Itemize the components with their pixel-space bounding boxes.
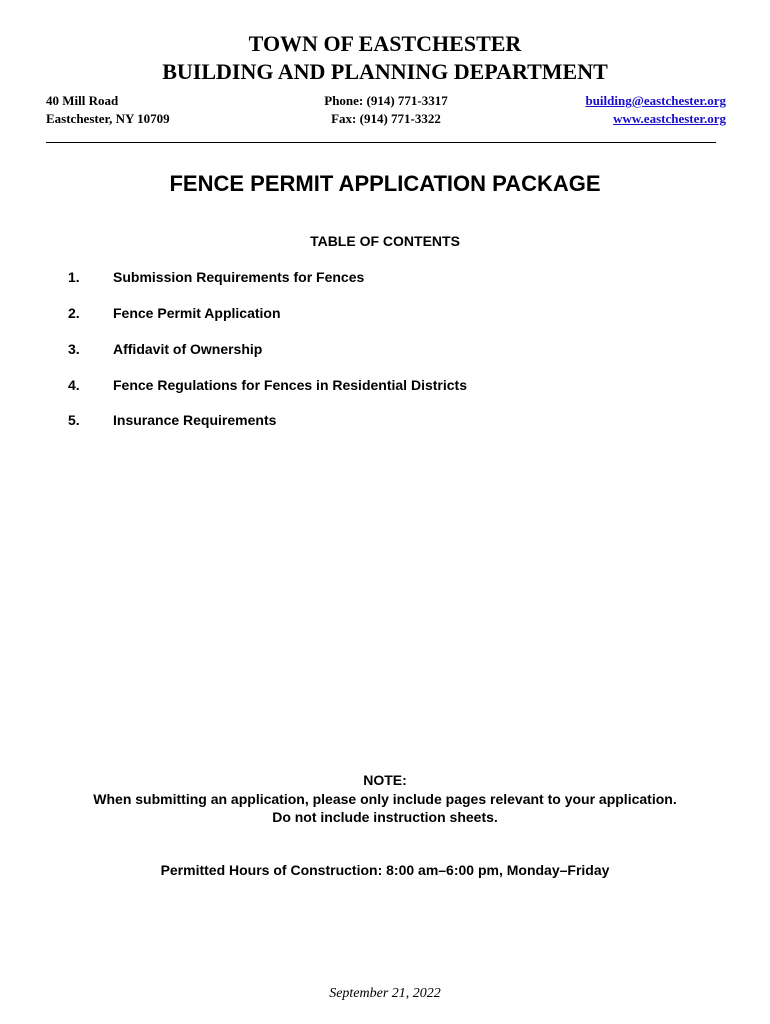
- department-name-line1: TOWN OF EASTCHESTER: [248, 31, 522, 56]
- web-contact-block: [585, 92, 726, 128]
- toc-item-number: 3.: [68, 341, 80, 357]
- toc-item-text: Submission Requirements for Fences: [113, 269, 365, 285]
- department-name-line2: BUILDING AND PLANNING DEPARTMENT: [162, 59, 608, 84]
- address-line1: 40 Mill Road: [46, 93, 119, 108]
- toc-heading: TABLE OF CONTENTS: [310, 233, 460, 249]
- toc-item-text: Fence Regulations for Fences in Residential Districts: [113, 377, 467, 393]
- toc-item-text: Affidavit of Ownership: [113, 341, 263, 357]
- fax-number: Fax: (914) 771-3322: [331, 111, 441, 126]
- toc-item: [0, 410, 770, 430]
- toc-item-number: 2.: [68, 305, 80, 321]
- phone-number: Phone: (914) 771-3317: [324, 93, 448, 108]
- website-link[interactable]: www.eastchester.org: [613, 111, 726, 126]
- note-heading: NOTE:: [363, 772, 407, 788]
- toc-item-number: 5.: [68, 412, 80, 428]
- toc-item: [0, 339, 770, 359]
- note-line1: When submitting an application, please only include pages relevant to your application.: [93, 791, 677, 807]
- toc-item-number: 1.: [68, 269, 80, 285]
- toc-item-number: 4.: [68, 377, 80, 393]
- toc-item: [0, 267, 770, 287]
- phone-fax-block: [250, 92, 522, 128]
- toc-item: [0, 303, 770, 323]
- email-link[interactable]: building@eastchester.org: [585, 93, 726, 108]
- document-title: FENCE PERMIT APPLICATION PACKAGE: [169, 171, 601, 196]
- note-line2: Do not include instruction sheets.: [272, 809, 498, 825]
- toc-item: [0, 375, 770, 395]
- toc-item-text: Fence Permit Application: [113, 305, 281, 321]
- header-divider: [46, 142, 716, 143]
- construction-hours: Permitted Hours of Construction: 8:00 am–6:00 pm, Monday–Friday: [160, 862, 610, 878]
- toc-item-text: Insurance Requirements: [113, 412, 277, 428]
- address-line2: Eastchester, NY 10709: [46, 111, 170, 126]
- address-block: [46, 92, 170, 128]
- footer-date: September 21, 2022: [329, 986, 441, 1001]
